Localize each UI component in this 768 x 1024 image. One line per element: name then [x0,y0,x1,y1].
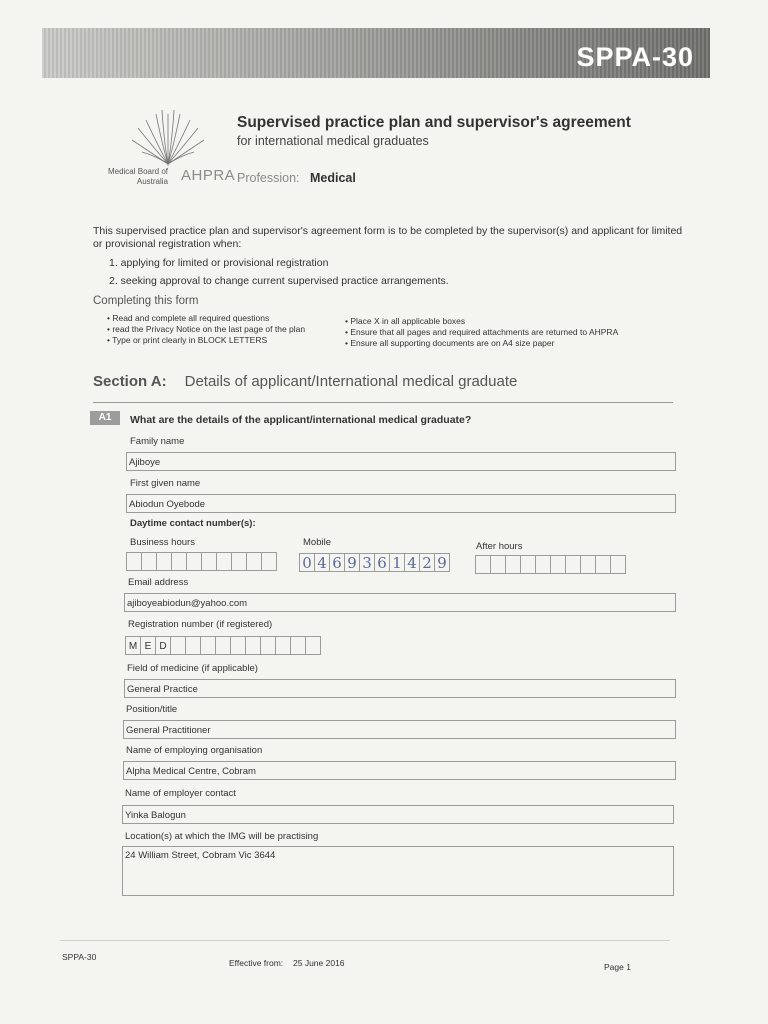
employer-org-label: Name of employing organisation [126,745,263,756]
family-name-field[interactable]: Ajiboye [126,452,676,471]
registration-prefix-cell[interactable]: D [155,636,171,655]
intro-item: 2. seeking approval to change current supervised practice arrangements. [109,275,449,287]
digit-cell[interactable] [275,636,291,655]
registration-prefix-cell[interactable]: M [125,636,141,655]
digit-cell[interactable] [171,552,187,571]
digit-cell[interactable] [505,555,521,574]
digit-cell[interactable] [475,555,491,574]
mobile-digit[interactable]: 4 [314,553,330,572]
question-text: What are the details of the applicant/international medical graduate? [130,414,472,426]
footer-divider [60,940,670,941]
digit-cell[interactable] [245,636,261,655]
digit-cell[interactable] [186,552,202,571]
digit-cell[interactable] [230,636,246,655]
location-label: Location(s) at which the IMG will be practising [125,831,319,842]
instruction-item: • read the Privacy Notice on the last page of the plan [107,324,306,334]
digit-cell[interactable] [520,555,536,574]
digit-cell[interactable] [610,555,626,574]
instructions-right [345,316,618,349]
mobile-label: Mobile [303,537,331,548]
digit-cell[interactable] [156,552,172,571]
digit-cell[interactable] [535,555,551,574]
digit-cell[interactable] [201,552,217,571]
family-name-label: Family name [130,436,185,447]
mobile-digit[interactable]: 2 [419,553,435,572]
mobile-digit[interactable]: 3 [359,553,375,572]
field-of-medicine-label: Field of medicine (if applicable) [127,663,258,674]
effective-date: 25 June 2016 [293,958,345,968]
registration-label: Registration number (if registered) [128,619,273,630]
first-name-field[interactable]: Abiodun Oyebode [126,494,676,513]
position-field[interactable]: General Practitioner [123,720,676,739]
section-label: Section A: [93,373,167,390]
digit-cell[interactable] [126,552,142,571]
mobile-digit[interactable]: 9 [434,553,450,572]
medical-board-logo-icon [128,106,208,168]
digit-cell[interactable] [246,552,262,571]
digit-cell[interactable] [490,555,506,574]
instruction-item: • Read and complete all required questions [107,313,270,323]
page-title: Supervised practice plan and supervisor's agreement [237,114,631,131]
after-hours-field[interactable] [476,555,626,574]
mobile-digit[interactable]: 6 [374,553,390,572]
mobile-digit[interactable]: 0 [299,553,315,572]
instruction-item: • Type or print clearly in BLOCK LETTERS [107,335,268,345]
digit-cell[interactable] [260,636,276,655]
employer-contact-label: Name of employer contact [125,788,236,799]
digit-cell[interactable] [580,555,596,574]
registration-prefix-cell[interactable]: E [140,636,156,655]
board-name: Medical Board of Australia [107,167,168,186]
mobile-field[interactable] [300,553,450,572]
digit-cell[interactable] [305,636,321,655]
digit-cell[interactable] [261,552,277,571]
profession-value: Medical [310,171,356,185]
mobile-digit[interactable]: 9 [344,553,360,572]
effective-label: Effective from: [229,958,284,968]
section-a-heading [93,373,517,390]
digit-cell[interactable] [200,636,216,655]
digit-cell[interactable] [185,636,201,655]
page-number: Page 1 [604,962,631,972]
intro-text: This supervised practice plan and supervisor's agreement form is to be completed by the supervisor(s) and applicant for limited or provisional registration when: [93,225,683,250]
digit-cell[interactable] [216,552,232,571]
digit-cell[interactable] [170,636,186,655]
profession-label: Profession: [237,171,300,185]
digit-cell[interactable] [550,555,566,574]
header-banner [42,28,710,78]
footer-form-code: SPPA-30 [62,952,97,962]
registration-field[interactable] [126,636,321,655]
form-code: SPPA-30 [576,42,694,72]
digit-cell[interactable] [215,636,231,655]
instruction-item: • Place X in all applicable boxes [345,316,466,326]
employer-contact-field[interactable]: Yinka Balogun [122,805,674,824]
page-subtitle: for international medical graduates [237,134,429,148]
mobile-digit[interactable]: 1 [389,553,405,572]
mobile-digit[interactable]: 6 [329,553,345,572]
digit-cell[interactable] [141,552,157,571]
first-name-label: First given name [130,478,201,489]
daytime-contact-label: Daytime contact number(s): [130,518,256,529]
digit-cell[interactable] [595,555,611,574]
section-divider [93,402,673,403]
digit-cell[interactable] [290,636,306,655]
location-field[interactable]: 24 William Street, Cobram Vic 3644 [122,846,674,896]
intro-list [109,254,449,290]
intro-item: 1. applying for limited or provisional registration [109,257,329,269]
instruction-item: • Ensure all supporting documents are on A4 size paper [345,338,555,348]
digit-cell[interactable] [231,552,247,571]
digit-cell[interactable] [565,555,581,574]
question-badge: A1 [90,411,120,425]
ahpra-logo-text: AHPRA [181,167,236,184]
field-of-medicine-field[interactable]: General Practice [124,679,676,698]
instructions-left [107,313,305,346]
completing-heading: Completing this form [93,295,199,307]
position-label: Position/title [126,704,178,715]
section-title: Details of applicant/International medical graduate [184,373,518,390]
email-label: Email address [128,577,189,588]
business-hours-label: Business hours [130,537,195,548]
after-hours-label: After hours [476,541,523,552]
email-field[interactable]: ajiboyeabiodun@yahoo.com [124,593,676,612]
instruction-item: • Ensure that all pages and required attachments are returned to AHPRA [345,327,619,337]
mobile-digit[interactable]: 4 [404,553,420,572]
business-hours-field[interactable] [127,552,277,571]
employer-org-field[interactable]: Alpha Medical Centre, Cobram [123,761,676,780]
